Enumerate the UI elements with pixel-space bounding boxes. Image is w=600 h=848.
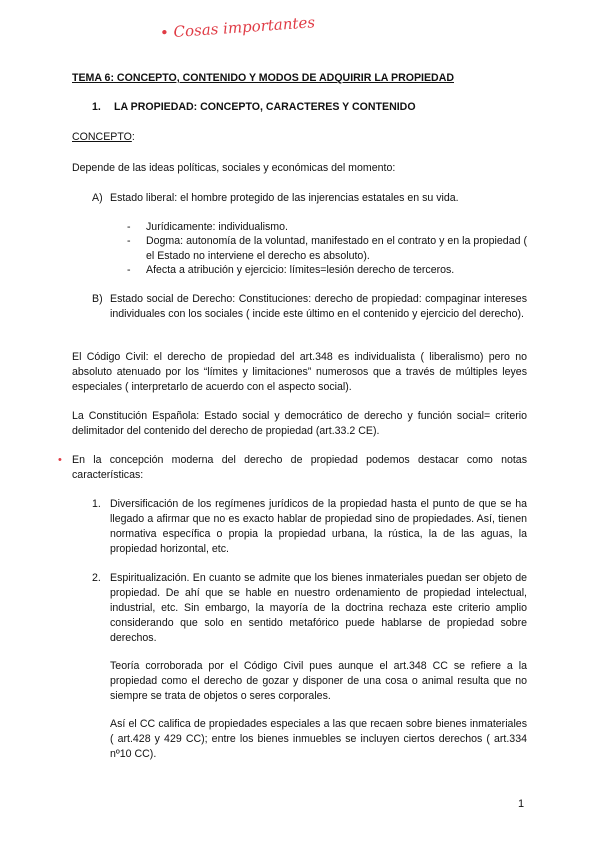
- item-a-text: Estado liberal: el hombre protegido de las injerencias estatales en su vida.: [110, 192, 459, 204]
- concepto-colon: :: [131, 131, 135, 143]
- item-a-bullet-1: Jurídicamente: individualismo.: [146, 221, 288, 233]
- paragraph-codigo-civil: El Código Civil: el derecho de propiedad del art.348 es individualista ( liberalismo) pero no absoluto atenuado por los “límites y limitaciones” numerosos que a través de múltiples leyes especiales ( interpretarlo de acuerdo con el aspecto social).: [72, 351, 527, 393]
- item-a-bullet-2: Dogma: autonomía de la voluntad, manifestado en el contrato y en la propiedad ( el Estado no interviene el derecho es absoluto).: [146, 235, 527, 262]
- bullet-dash: -: [127, 264, 131, 276]
- item-b-text: Estado social de Derecho: Constituciones: derecho de propiedad: compaginar intereses individuales con los sociales ( incide este último en el contenido y ejercicio del derecho).: [110, 293, 527, 320]
- section-number: 1.: [92, 101, 101, 113]
- bullet-dash: -: [127, 221, 131, 233]
- note-2-text: Espiritualización. En cuanto se admite que los bienes inmateriales puedan ser objeto de propiedad. De ahí que se hable en nuestro ordenamiento de propiedad intelectual, industrial, etc. Sin embargo, la mayoría de la doctrina rechaza este criterio amplio considerando que solo en sentido metafórico puede hablarse de propiedad sobre derechos.: [110, 572, 527, 644]
- paragraph-constitucion: La Constitución Española: Estado social y democrático de derecho y función social= criterio delimitador del contenido del derecho de propiedad (art.33.2 CE).: [72, 410, 527, 437]
- document-title: TEMA 6: CONCEPTO, CONTENIDO Y MODOS DE ADQUIRIR LA PROPIEDAD: [72, 72, 454, 84]
- section-heading: [92, 101, 416, 113]
- paragraph-notas: En la concepción moderna del derecho de propiedad podemos destacar como notas características:: [72, 454, 527, 481]
- note-1-number: 1.: [92, 498, 101, 510]
- section-heading-text: LA PROPIEDAD: CONCEPTO, CARACTERES Y CONTENIDO: [114, 101, 416, 113]
- handwritten-note: • Cosas importantes: [159, 13, 316, 42]
- red-bullet-marker: •: [58, 454, 62, 466]
- paragraph-asi: Así el CC califica de propiedades especiales a las que recaen sobre bienes inmateriales ( art.428 y 429 CC); entre los bienes inmuebles se incluyen ciertos derechos ( art.334 nº10 CC).: [110, 718, 527, 760]
- item-a-label: A): [92, 192, 103, 204]
- paragraph-teoria: Teoría corroborada por el Código Civil pues aunque el art.348 CC se refiere a la propiedad como el derecho de gozar y disponer de una cosa o animal resulta que no siempre se trata de objetos o seres corporales.: [110, 660, 527, 702]
- note-1-text: Diversificación de los regímenes jurídicos de la propiedad hasta el punto de que se ha llegado a afirmar que no es exacto hablar de propiedad sino de propiedades. Así, tienen normativa específica o propia la propiedad urbana, la rústica, la de las aguas, la propiedad horizontal, etc.: [110, 498, 527, 555]
- page-number: 1: [518, 798, 525, 810]
- concepto-label-row: [72, 130, 135, 145]
- concepto-label: CONCEPTO: [72, 131, 132, 143]
- bullet-dash: -: [127, 235, 131, 247]
- intro-paragraph: Depende de las ideas políticas, sociales y económicas del momento:: [72, 162, 396, 174]
- item-b-label: B): [92, 293, 103, 305]
- item-a-bullet-3: Afecta a atribución y ejercicio: límites=lesión derecho de terceros.: [146, 264, 455, 276]
- note-2-number: 2.: [92, 572, 101, 584]
